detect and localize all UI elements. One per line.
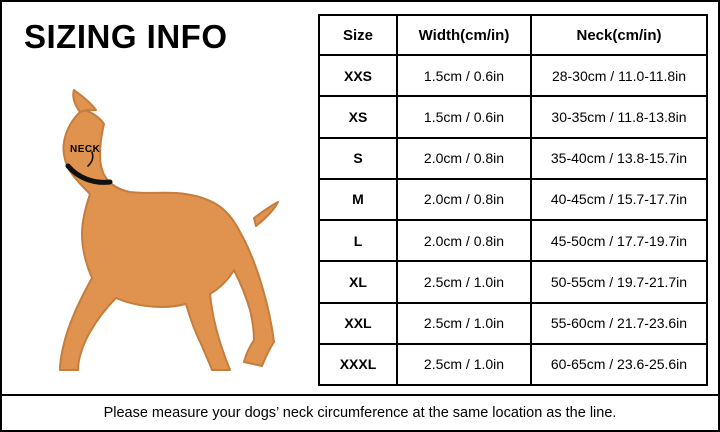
cell-neck: 40-45cm / 15.7-17.7in — [531, 179, 707, 220]
cell-size: XXS — [319, 55, 397, 96]
column-header-neck: Neck(cm/in) — [531, 15, 707, 55]
table-row — [319, 179, 707, 220]
table-header-row — [319, 15, 707, 55]
cell-width: 2.0cm / 0.8in — [397, 179, 531, 220]
size-table — [318, 14, 708, 386]
table-row — [319, 138, 707, 179]
cell-size: XL — [319, 261, 397, 302]
dog-silhouette-icon — [20, 74, 300, 374]
cell-size: L — [319, 220, 397, 261]
cell-size: XXL — [319, 303, 397, 344]
table-row — [319, 303, 707, 344]
cell-neck: 55-60cm / 21.7-23.6in — [531, 303, 707, 344]
cell-width: 2.5cm / 1.0in — [397, 344, 531, 385]
neck-label: NECK — [70, 144, 101, 155]
cell-neck: 50-55cm / 19.7-21.7in — [531, 261, 707, 302]
cell-width: 1.5cm / 0.6in — [397, 55, 531, 96]
table-row — [319, 220, 707, 261]
cell-size: S — [319, 138, 397, 179]
dog-illustration — [20, 74, 300, 374]
cell-width: 2.5cm / 1.0in — [397, 303, 531, 344]
cell-size: M — [319, 179, 397, 220]
cell-width: 2.0cm / 0.8in — [397, 138, 531, 179]
column-header-width: Width(cm/in) — [397, 15, 531, 55]
cell-size: XS — [319, 96, 397, 137]
cell-neck: 28-30cm / 11.0-11.8in — [531, 55, 707, 96]
cell-neck: 60-65cm / 23.6-25.6in — [531, 344, 707, 385]
size-table-wrapper — [318, 14, 706, 386]
column-header-size: Size — [319, 15, 397, 55]
cell-neck: 45-50cm / 17.7-19.7in — [531, 220, 707, 261]
cell-neck: 35-40cm / 13.8-15.7in — [531, 138, 707, 179]
left-panel — [2, 2, 312, 394]
cell-size: XXXL — [319, 344, 397, 385]
table-row — [319, 96, 707, 137]
cell-width: 2.0cm / 0.8in — [397, 220, 531, 261]
table-row — [319, 344, 707, 385]
cell-width: 2.5cm / 1.0in — [397, 261, 531, 302]
footer-note: Please measure your dogs’ neck circumference at the same location as the line. — [103, 405, 617, 421]
page-title: SIZING INFO — [24, 18, 228, 55]
cell-neck: 30-35cm / 11.8-13.8in — [531, 96, 707, 137]
table-row — [319, 261, 707, 302]
table-row — [319, 55, 707, 96]
cell-width: 1.5cm / 0.6in — [397, 96, 531, 137]
